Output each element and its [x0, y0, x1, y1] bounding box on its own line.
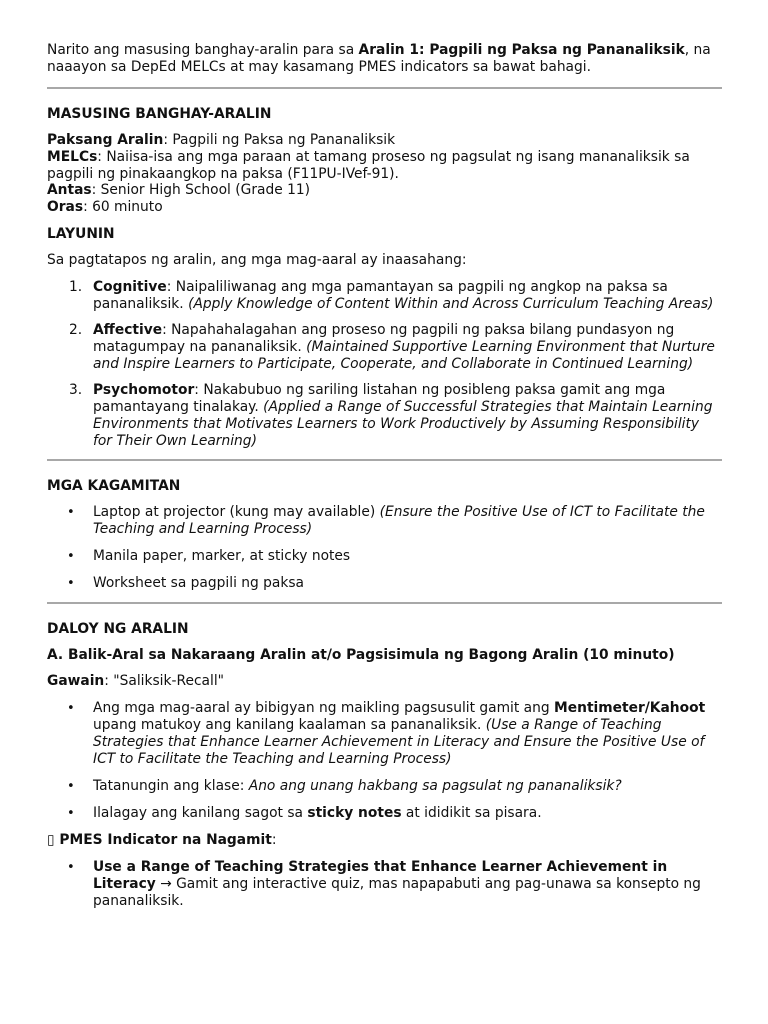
meta-melcs: MELCs: Naiisa-isa ang mga paraan at tamang proseso ng pagsulat ng isang mananaliksik sa pagpili ng pinakaangkop na paksa (F11PU-IVef-91). — [47, 148, 690, 182]
materials-list — [47, 504, 722, 592]
flow-title: DALOY NG ARALIN — [47, 620, 189, 637]
material-item: • Laptop at projector (kung may available) (Ensure the Positive Use of ICT to Facilitate the Teaching and Learning Process) — [67, 503, 705, 537]
divider — [47, 602, 722, 604]
intro-paragraph: Narito ang masusing banghay-aralin para sa Aralin 1: Pagpili ng Paksa ng Pananaliksik, na naaayon sa DepEd MELCs at may kasamang PMES indicators sa bawat bahagi. — [47, 42, 711, 75]
pmes-item: • Use a Range of Teaching Strategies that Enhance Learner Achievement in Literacy → Gamit ang interactive quiz, mas napapabuti ang pag-unawa sa konsepto ng pananaliksik. — [67, 858, 701, 909]
material-item: • Worksheet sa pagpili ng paksa — [67, 574, 305, 591]
pmes-list — [47, 859, 722, 910]
meta-level: Antas: Senior High School (Grade 11) — [47, 182, 311, 199]
pmes-heading: ▯ PMES Indicator na Nagamit: — [47, 831, 277, 848]
divider — [47, 459, 722, 461]
document-page — [47, 42, 722, 910]
activity-step: • Tatanungin ang klase: Ano ang unang hakbang sa pagsulat ng pananaliksik? — [67, 777, 622, 794]
materials-title: MGA KAGAMITAN — [47, 477, 181, 494]
material-item: • Manila paper, marker, at sticky notes — [67, 547, 351, 564]
lesson-meta — [47, 132, 722, 216]
meta-topic: Paksang Aralin: Pagpili ng Paksa ng Pananaliksik — [47, 132, 396, 148]
activity-steps — [47, 700, 722, 822]
objective-item: 1. Cognitive: Naipaliliwanag ang mga pamantayan sa pagpili ng angkop na paksa sa pananaliksik. (Apply Knowledge of Content Within and Across Curriculum Teaching Areas) — [69, 278, 714, 312]
part-a-heading: A. Balik-Aral sa Nakaraang Aralin at/o Pagsisimula ng Bagong Aralin (10 minuto) — [47, 646, 675, 663]
objective-item: 2. Affective: Napahahalagahan ang proseso ng pagpili ng paksa bilang pundasyon ng matagumpay na pananaliksik. (Maintained Supportive Learning Environment that Nurture and Inspire Learners to Participate, Cooperate, and Collaborate in Continued Learning) — [69, 321, 715, 372]
objective-item: 3. Psychomotor: Nakabubuo ng sariling listahan ng posibleng paksa gamit ang mga pamantayang tinalakay. (Applied a Range of Successful Strategies that Maintain Learning Environments that Motivates Learners to Work Productively by Assuming Responsibility for Their Own Learning) — [69, 381, 713, 449]
plan-title: MASUSING BANGHAY-ARALIN — [47, 106, 272, 122]
activity-step: • Ilalagay ang kanilang sagot sa sticky notes at ididikit sa pisara. — [67, 804, 542, 821]
divider — [47, 87, 722, 89]
objectives-title: LAYUNIN — [47, 225, 115, 242]
meta-time: Oras: 60 minuto — [47, 199, 163, 215]
objectives-list — [47, 279, 722, 450]
objectives-lead: Sa pagtatapos ng aralin, ang mga mag-aaral ay inaasahang: — [47, 251, 467, 268]
activity-step: • Ang mga mag-aaral ay bibigyan ng maikling pagsusulit gamit ang Mentimeter/Kahoot upang matukoy ang kanilang kaalaman sa pananaliksik. (Use a Range of Teaching Strategies that Enhance Learner Achievement in Literacy and Ensure the Positive Use of ICT to Facilitate the Teaching and Learning Process) — [67, 699, 706, 767]
activity-line: Gawain: "Saliksik-Recall" — [47, 672, 224, 689]
pmes-icon: ▯ — [47, 831, 55, 848]
